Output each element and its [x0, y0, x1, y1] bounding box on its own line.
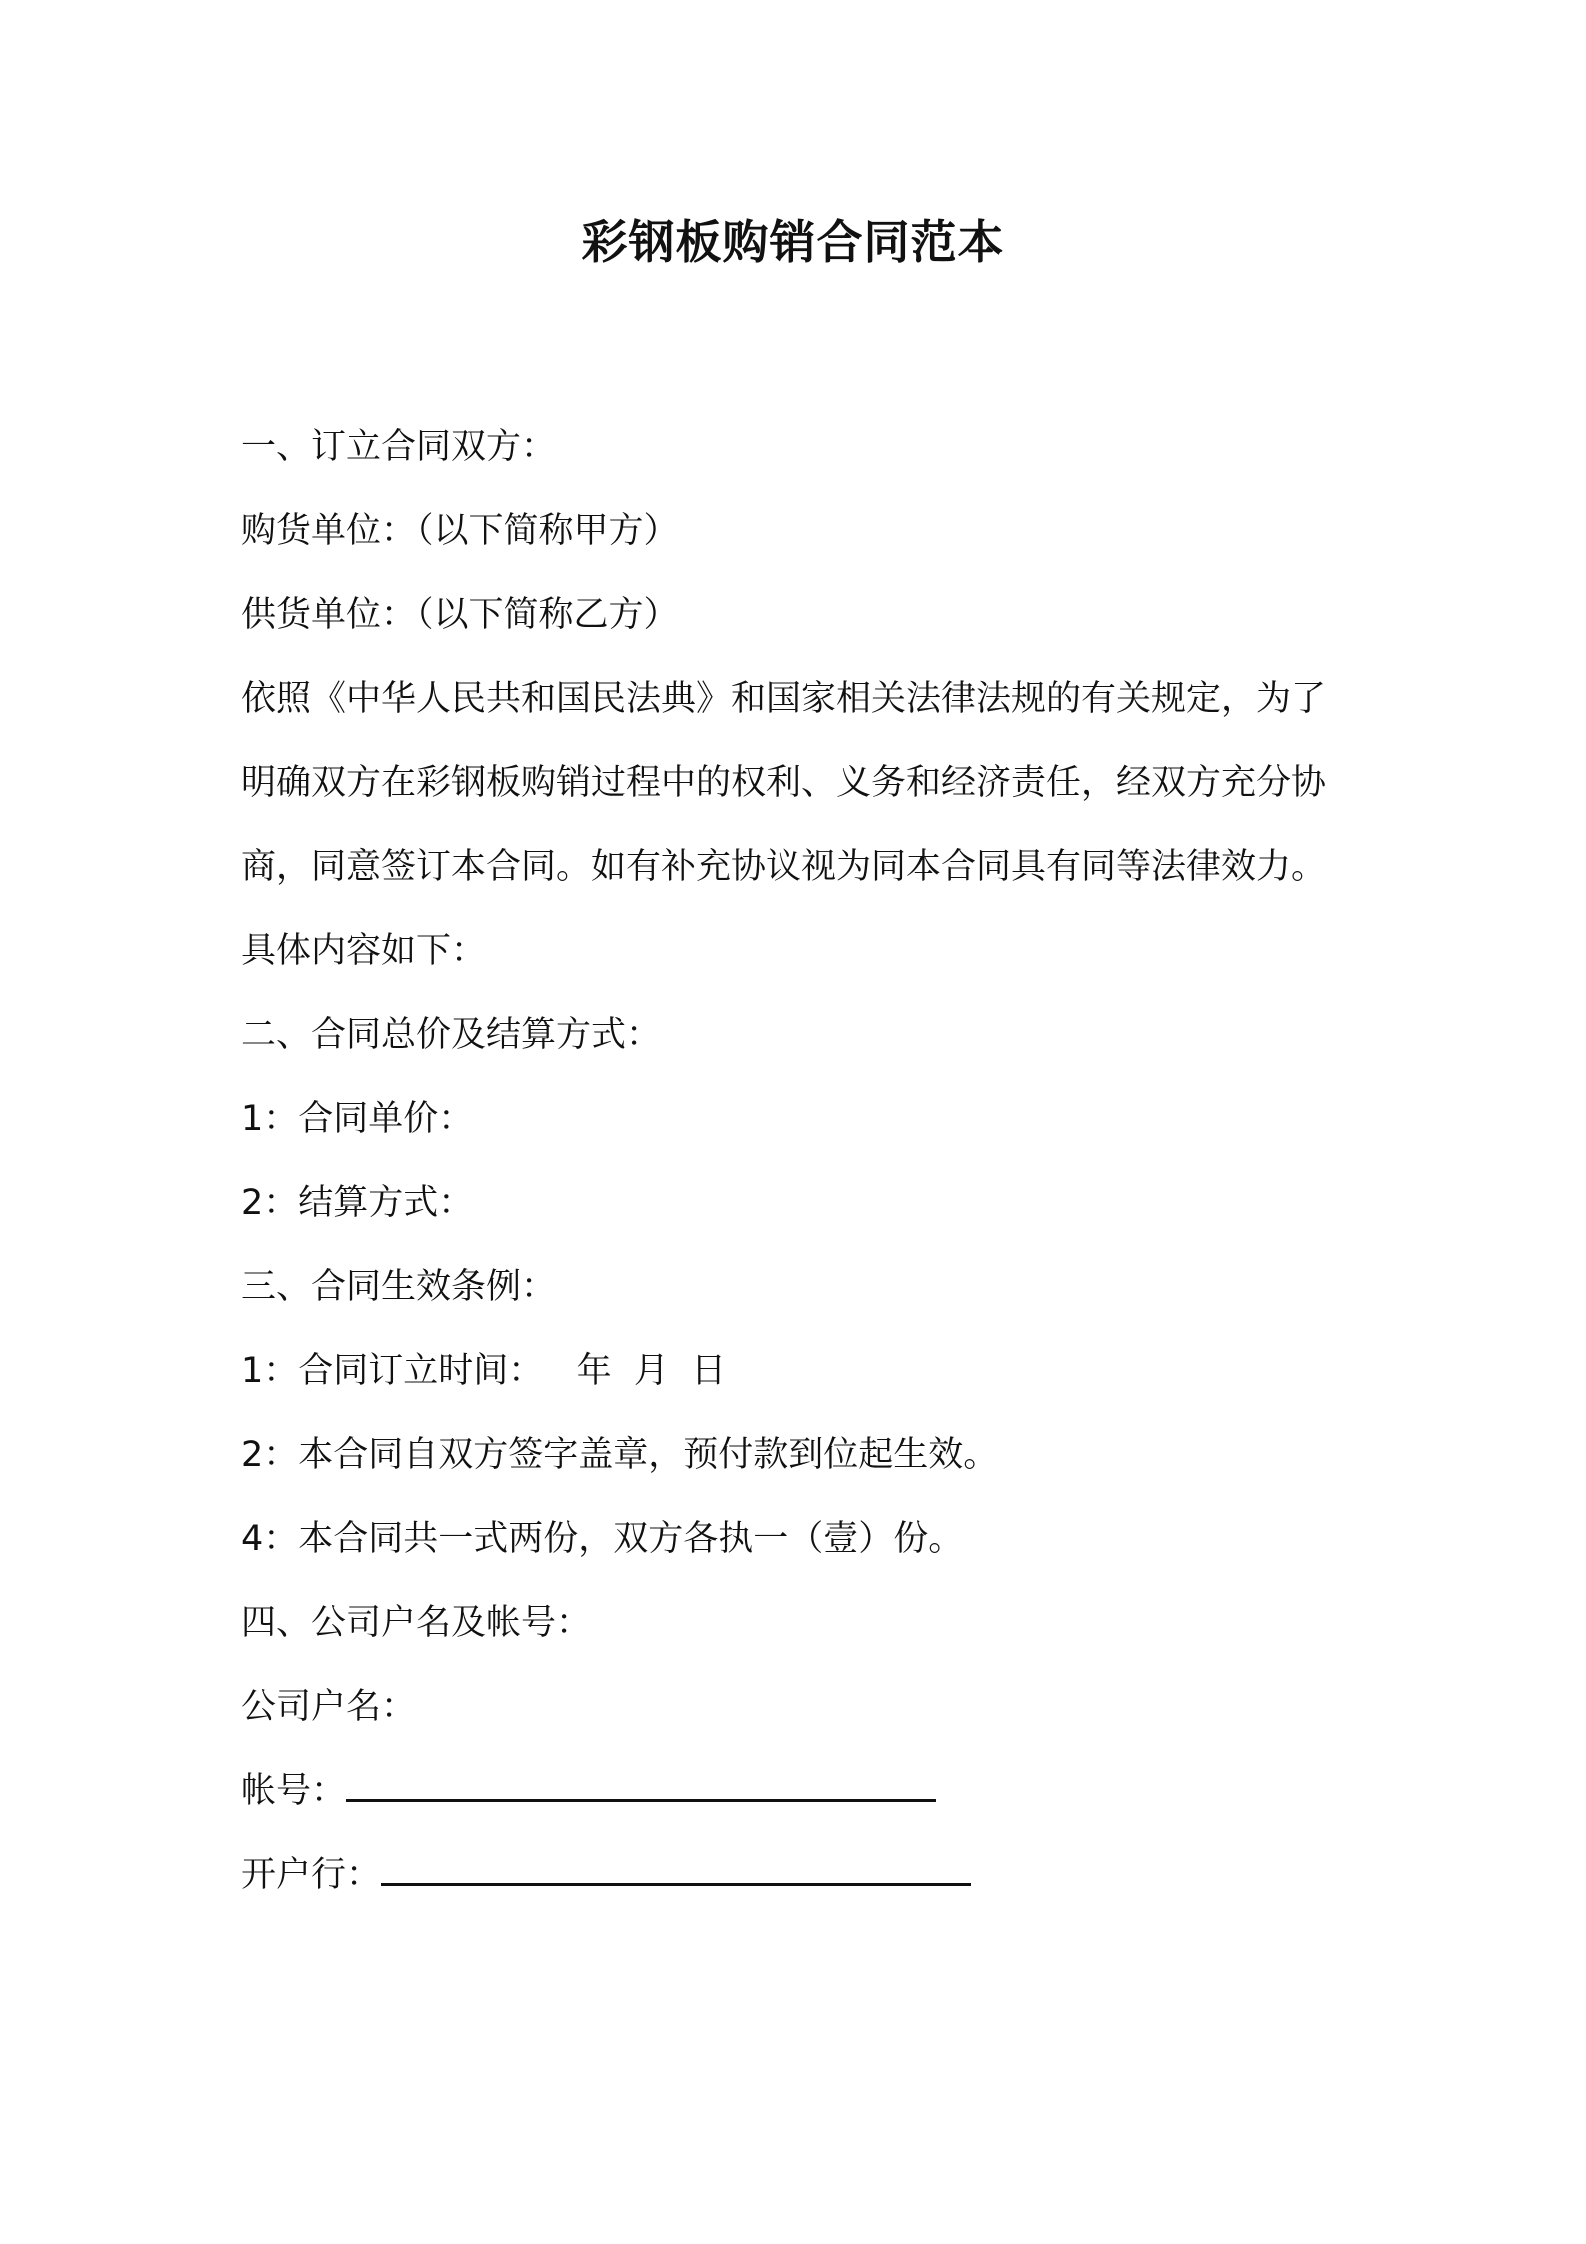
- account-line: [241, 1749, 1361, 1833]
- buyer-line: 购货单位：（以下简称甲方）: [241, 511, 679, 551]
- seller-line: 供货单位：（以下简称乙方）: [241, 595, 679, 635]
- bank-line: [241, 1833, 1361, 1917]
- content-intro: 具体内容如下：: [241, 931, 487, 971]
- intro-paragraph: 依照《中华人民共和国民法典》和国家相关法律法规的有关规定，为了明确双方在彩钢板购销过程中的权利、义务和经济责任，经双方充分协商，同意签订本合同。如有补充协议视为同本合同具有同等法律效力。: [241, 679, 1327, 887]
- copies-line: 4：本合同共一式两份，双方各执一（壹）份。: [241, 1519, 964, 1559]
- bank-blank: [381, 1853, 971, 1886]
- company-name-line: 公司户名：: [241, 1687, 417, 1727]
- effective-line: 2：本合同自双方签字盖章，预付款到位起生效。: [241, 1435, 999, 1475]
- unit-price-line: 1：合同单价：: [241, 1099, 474, 1139]
- account-label: 帐号：: [241, 1771, 347, 1811]
- contract-date-line: 1：合同订立时间： 年 月 日: [241, 1351, 727, 1391]
- section-4-heading: 四、公司户名及帐号：: [241, 1603, 592, 1643]
- section-2-heading: 二、合同总价及结算方式：: [241, 1015, 662, 1055]
- account-blank: [346, 1769, 936, 1802]
- section-3-heading: 三、合同生效条例：: [241, 1267, 557, 1307]
- bank-label: 开户行：: [241, 1855, 382, 1895]
- section-1-heading: 一、订立合同双方：: [241, 427, 557, 467]
- document-body: [241, 405, 1361, 1917]
- settlement-line: 2：结算方式：: [241, 1183, 474, 1223]
- document-title: 彩钢板购销合同范本: [581, 215, 1005, 269]
